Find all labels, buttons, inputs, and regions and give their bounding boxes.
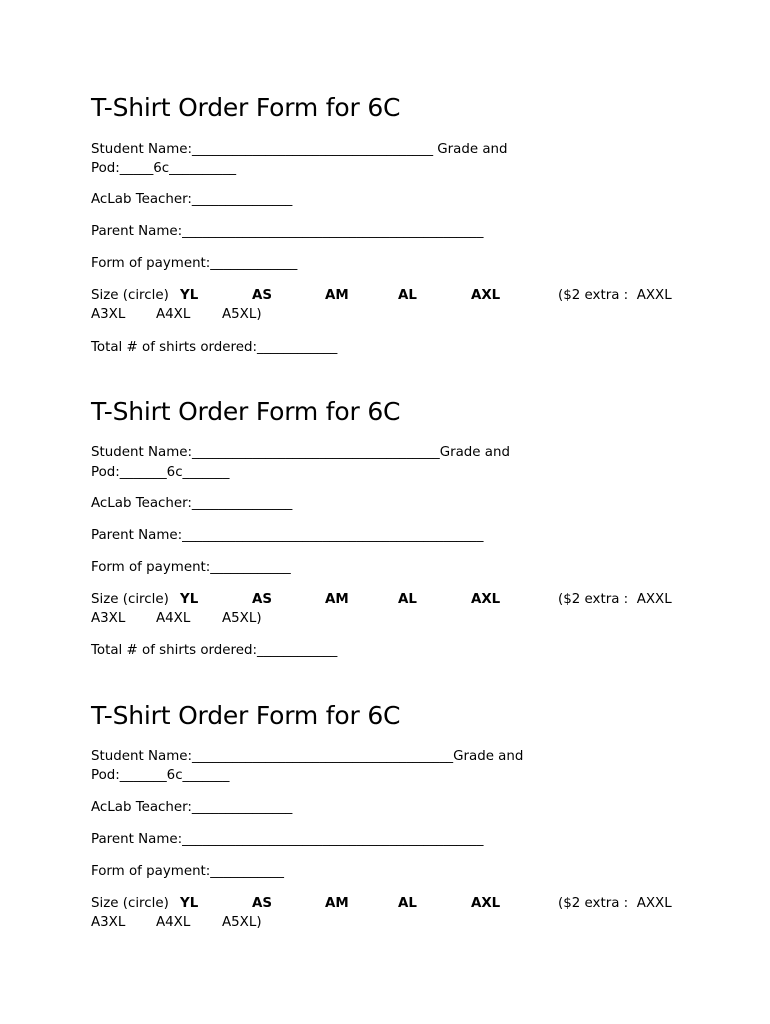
total-shirts-line: Total # of shirts ordered:____________ <box>91 643 338 658</box>
parent-name-line: Parent Name:_____________________________________________ <box>91 528 484 543</box>
extra-size-option: A4XL <box>156 915 191 930</box>
parent-name-line: Parent Name:_____________________________________________ <box>91 832 484 847</box>
extra-size-option: A5XL) <box>222 307 262 322</box>
size-label: Size (circle) <box>91 288 169 303</box>
extra-size-option: A5XL) <box>222 915 262 930</box>
size-option: AM <box>325 896 349 911</box>
aclab-teacher-line: AcLab Teacher:_______________ <box>91 800 293 815</box>
size-row <box>91 590 711 609</box>
order-form-3 <box>91 701 711 930</box>
extra-note: ($2 extra : AXXL <box>558 592 672 607</box>
payment-line: Form of payment:___________ <box>91 864 284 879</box>
aclab-teacher-line: AcLab Teacher:_______________ <box>91 192 293 207</box>
form-title: T-Shirt Order Form for 6C <box>91 397 401 426</box>
size-row <box>91 894 711 913</box>
form-title: T-Shirt Order Form for 6C <box>91 701 401 730</box>
student-name-line: Student Name:_____________________________________Grade and <box>91 445 510 460</box>
extra-note: ($2 extra : AXXL <box>558 896 672 911</box>
pod-line: Pod:_______6c_______ <box>91 768 230 783</box>
size-label: Size (circle) <box>91 896 169 911</box>
size-option: AL <box>398 288 417 303</box>
size-option: AL <box>398 896 417 911</box>
size-option: AS <box>252 592 273 607</box>
size-option: AS <box>252 896 273 911</box>
size-option: YL <box>180 896 199 911</box>
payment-line: Form of payment:____________ <box>91 560 291 575</box>
extra-size-option: A4XL <box>156 307 191 322</box>
size-option: AXL <box>471 896 501 911</box>
extra-size-row <box>91 305 711 324</box>
size-row <box>91 286 711 305</box>
order-form-2 <box>91 397 711 658</box>
parent-name-line: Parent Name:_____________________________________________ <box>91 224 484 239</box>
size-option: AS <box>252 288 273 303</box>
extra-size-row <box>91 913 711 932</box>
size-option: YL <box>180 592 199 607</box>
payment-line: Form of payment:_____________ <box>91 256 298 271</box>
size-option: AXL <box>471 592 501 607</box>
size-option: AXL <box>471 288 501 303</box>
extra-size-option: A5XL) <box>222 611 262 626</box>
size-option: AM <box>325 592 349 607</box>
extra-size-option: A3XL <box>91 611 126 626</box>
size-option: YL <box>180 288 199 303</box>
size-option: AL <box>398 592 417 607</box>
order-form-1 <box>91 93 711 355</box>
total-shirts-line: Total # of shirts ordered:____________ <box>91 340 338 355</box>
extra-size-option: A3XL <box>91 307 126 322</box>
size-label: Size (circle) <box>91 592 169 607</box>
extra-size-option: A3XL <box>91 915 126 930</box>
size-option: AM <box>325 288 349 303</box>
pod-line: Pod:_____6c__________ <box>91 161 237 176</box>
form-title: T-Shirt Order Form for 6C <box>91 93 401 122</box>
extra-note: ($2 extra : AXXL <box>558 288 672 303</box>
student-name-line: Student Name:_______________________________________Grade and <box>91 749 524 764</box>
extra-size-row <box>91 609 711 628</box>
extra-size-option: A4XL <box>156 611 191 626</box>
student-name-line: Student Name:____________________________________ Grade and <box>91 142 508 157</box>
aclab-teacher-line: AcLab Teacher:_______________ <box>91 496 293 511</box>
pod-line: Pod:_______6c_______ <box>91 465 230 480</box>
